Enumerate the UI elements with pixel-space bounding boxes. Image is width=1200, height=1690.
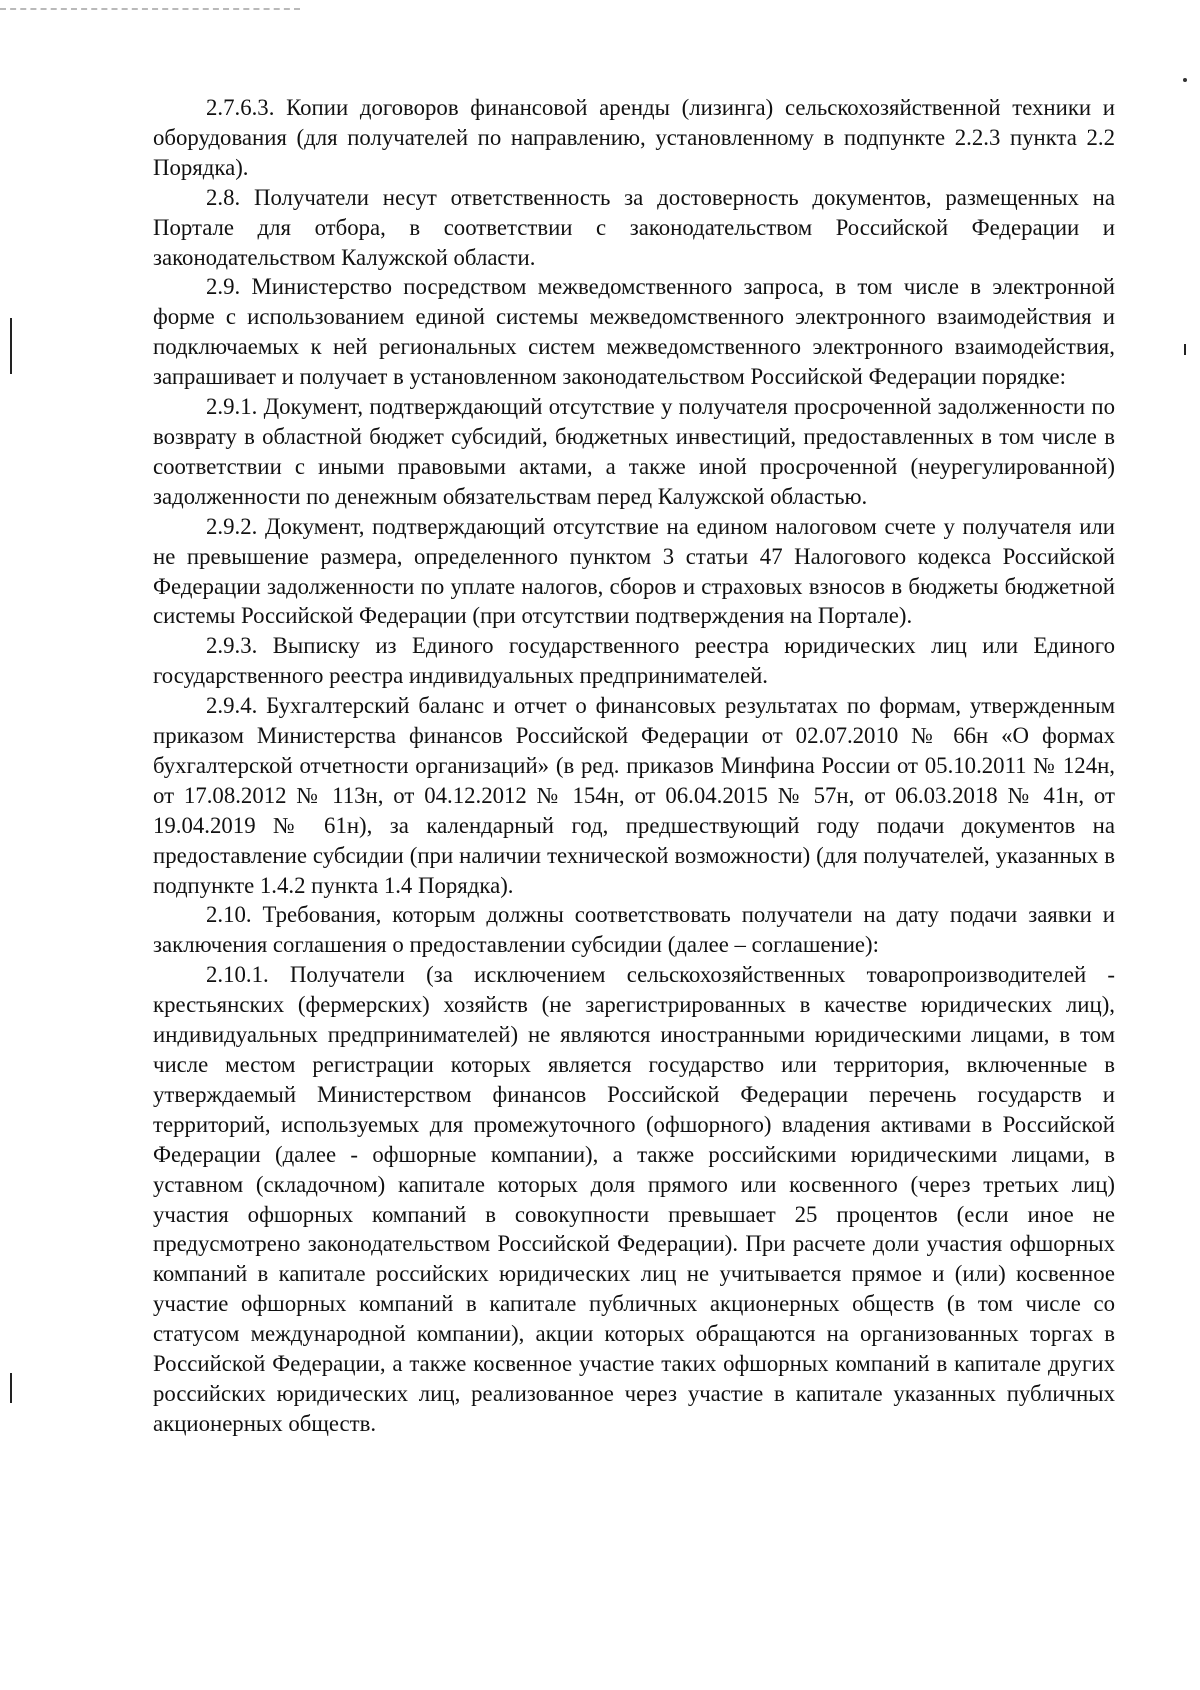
paragraph-2-7-6-3: 2.7.6.3. Копии договоров финансовой аренды (лизинга) сельскохозяйственной техники и оборудования (для получателей по направлению, установленному в подпункте 2.2.3 пункта 2.2 Порядка).	[153, 95, 1115, 180]
paragraph-2-9-3: 2.9.3. Выписку из Единого государственного реестра юридических лиц или Единого государственного реестра индивидуальных предпринимателей.	[153, 633, 1115, 689]
scan-artifact-left-mark	[10, 318, 12, 374]
paragraph-2-10: 2.10. Требования, которым должны соответствовать получатели на дату подачи заявки и заключения соглашения о предоставлении субсидии (далее – соглашение):	[153, 902, 1115, 958]
document-body	[153, 93, 1115, 1439]
scan-artifact-dot	[1183, 78, 1187, 82]
paragraph-2-10-1: 2.10.1. Получатели (за исключением сельскохозяйственных товаропроизводителей - крестьянских (фермерских) хозяйств (не зарегистрированных в качестве юридических лиц), индивидуальных предпринимателей) не являются иностранными юридическими лицами, в том числе местом регистрации которых является государство или территория, включенные в утверждаемый Министерством финансов Российской Федерации перечень государств и территорий, используемых для промежуточного (офшорного) владения активами в Российской Федерации (далее - офшорные компании), а также российскими юридическими лицами, в уставном (складочном) капитале которых доля прямого или косвенного (через третьих лиц) участия офшорных компаний в совокупности превышает 25 процентов (если иное не предусмотрено законодательством Российской Федерации). При расчете доли участия офшорных компаний в капитале российских юридических лиц не учитывается прямое и (или) косвенное участие офшорных компаний в капитале публичных акционерных обществ (в том числе со статусом международной компании), акции которых обращаются на организованных торгах в Российской Федерации, а также косвенное участие таких офшорных компаний в капитале других российских юридических лиц, реализованное через участие в капитале указанных публичных акционерных обществ.	[153, 962, 1115, 1436]
paragraph-2-9: 2.9. Министерство посредством межведомственного запроса, в том числе в электронной форме с использованием единой системы межведомственного электронного взаимодействия и подключаемых к ней региональных систем межведомственного электронного взаимодействия, запрашивает и получает в установленном законодательством Российской Федерации порядке:	[153, 274, 1115, 390]
scan-artifact-left-mark-lower	[10, 1373, 12, 1403]
paragraph-2-9-2: 2.9.2. Документ, подтверждающий отсутствие на едином налоговом счете у получателя или не превышение размера, определенного пунктом 3 статьи 47 Налогового кодекса Российской Федерации задолженности по уплате налогов, сборов и страховых взносов в бюджеты бюджетной системы Российской Федерации (при отсутствии подтверждения на Портале).	[153, 513, 1115, 629]
paragraph-2-8: 2.8. Получатели несут ответственность за достоверность документов, размещенных на Портале для отбора, в соответствии с законодательством Российской Федерации и законодательством Калужской области.	[153, 184, 1115, 270]
paragraph-2-9-4: 2.9.4. Бухгалтерский баланс и отчет о финансовых результатах по формам, утвержденным приказом Министерства финансов Российской Федерации от 02.07.2010 № 66н «О формах бухгалтерской отчетности организаций» (в ред. приказов Минфина России от 05.10.2011 № 124н, от 17.08.2012 № 113н, от 04.12.2012 № 154н, от 06.04.2015 № 57н, от 06.03.2018 № 41н, от 19.04.2019 № 61н), за календарный год, предшествующий году подачи документов на предоставление субсидии (при наличии технической возможности) (для получателей, указанных в подпункте 1.4.2 пункта 1.4 Порядка).	[153, 693, 1115, 898]
scan-artifact-top-line	[0, 8, 300, 10]
paragraph-2-9-1: 2.9.1. Документ, подтверждающий отсутствие у получателя просроченной задолженности по возврату в областной бюджет субсидий, бюджетных инвестиций, предоставленных в том числе в соответствии с иными правовыми актами, а также иной просроченной (неурегулированной) задолженности по денежным обязательствам перед Калужской областью.	[153, 394, 1115, 509]
scan-artifact-right-mark	[1184, 344, 1186, 355]
